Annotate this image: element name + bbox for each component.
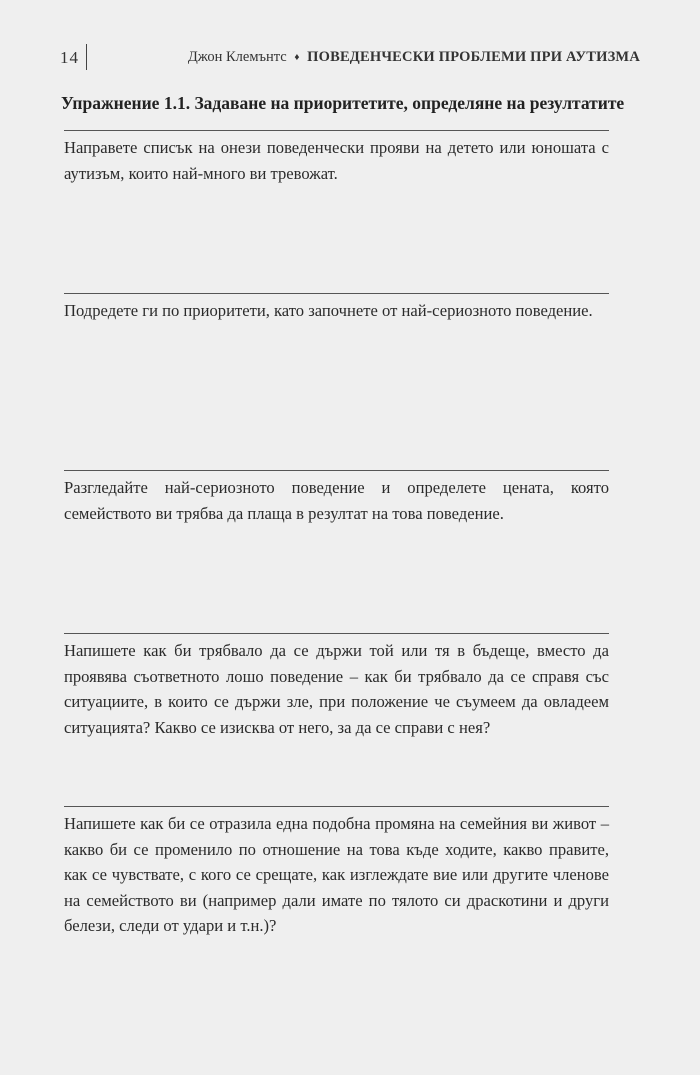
prompt-divider [64, 130, 609, 131]
page-number: 14 [60, 48, 79, 67]
prompt-divider [64, 633, 609, 634]
header-divider [86, 44, 87, 70]
prompt-text: Напишете как би трябвало да се държи той или тя в бъдеще, вместо да проявява съответното лошо поведение – как би трябвало да се справя със ситуациите, в които се държи зле, при положение че съумеем да овладеем ситуацията? Какво се изисква от него, за да се справи с нея? [64, 641, 609, 737]
running-header [60, 44, 640, 70]
author-name: Джон Клемънтс [187, 49, 287, 65]
prompt-text: Напишете как би се отразила една подобна промяна на семейния ви живот – какво би се променило по отношение на това къде ходите, какво правите, как се чувствате, с кого се срещате, как изглеждате вие или другите членове на семейството ви (например дали имате по тялото си драскотини и други белези, следи от удари и т.н.)? [64, 814, 609, 935]
book-title: ПОВЕДЕНЧЕСКИ ПРОБЛЕМИ ПРИ АУТИЗМА [307, 49, 640, 65]
prompt-divider [64, 806, 609, 807]
prompt-divider [64, 470, 609, 471]
prompt-text: Подредете ги по приоритети, като започнете от най-сериозното поведение. [64, 301, 593, 320]
prompt-text: Направете списък на онези поведенчески прояви на детето или юношата с аутизъм, които най-много ви тревожат. [64, 138, 609, 183]
exercise-title: Упражнение 1.1. Задаване на приоритетите, определяне на резултатите [61, 93, 625, 113]
running-head [188, 49, 640, 66]
prompt-divider [64, 293, 609, 294]
prompt-text: Разгледайте най-сериозното поведение и определете цената, която семейството ви трябва да плаща в резултат на това поведение. [64, 478, 609, 523]
diamond-separator-icon: ♦ [294, 52, 300, 63]
